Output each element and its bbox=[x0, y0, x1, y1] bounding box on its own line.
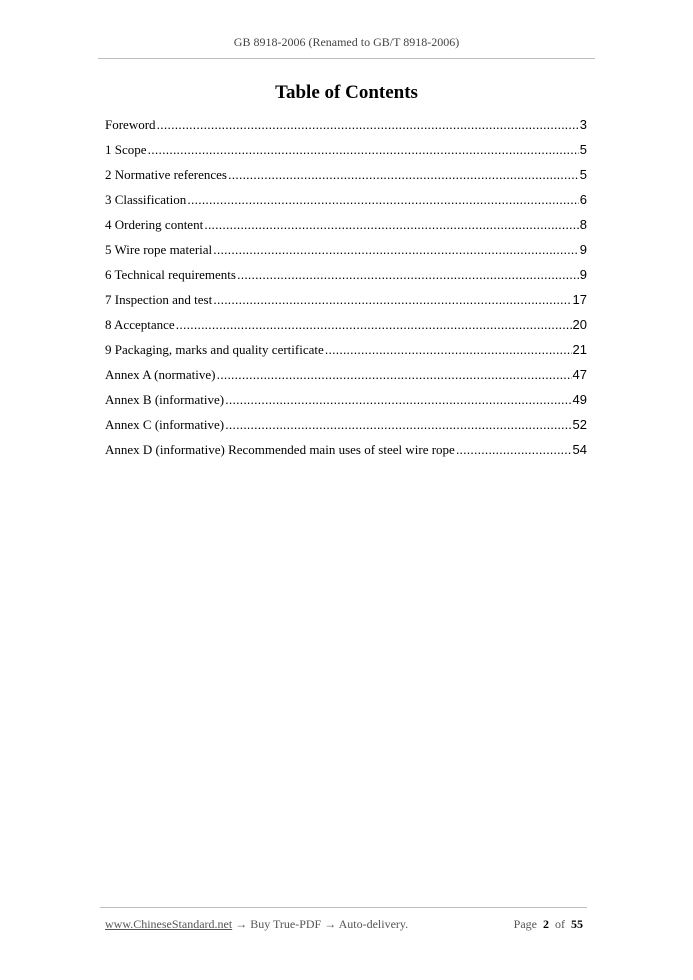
toc-entry-page: 8 bbox=[579, 217, 587, 232]
toc-entry-label: 7 Inspection and test bbox=[105, 292, 213, 307]
toc-entry-technical-requirements[interactable] bbox=[105, 267, 587, 292]
footer-promo bbox=[105, 917, 408, 932]
toc-entry-page: 47 bbox=[572, 367, 587, 382]
buy-pdf-link[interactable]: Buy True-PDF bbox=[250, 917, 322, 931]
toc-entry-ordering-content[interactable] bbox=[105, 217, 587, 242]
footer-divider bbox=[100, 907, 587, 908]
current-page: 2 bbox=[543, 917, 549, 931]
toc-entry-label: 1 Scope bbox=[105, 142, 147, 157]
of-word: of bbox=[555, 917, 565, 931]
toc-leader-dots bbox=[228, 167, 579, 182]
toc-entry-classification[interactable] bbox=[105, 192, 587, 217]
toc-entry-annex-d[interactable] bbox=[105, 442, 587, 467]
toc-leader-dots bbox=[157, 117, 579, 132]
toc-entry-annex-c[interactable] bbox=[105, 417, 587, 442]
toc-entry-page: 3 bbox=[579, 117, 587, 132]
page-number bbox=[514, 917, 583, 932]
toc-entry-acceptance[interactable] bbox=[105, 317, 587, 342]
toc-leader-dots bbox=[456, 442, 572, 457]
toc-leader-dots bbox=[187, 192, 579, 207]
toc-leader-dots bbox=[176, 317, 572, 332]
page-header: GB 8918-2006 (Renamed to GB/T 8918-2006) bbox=[233, 35, 460, 49]
toc-entry-label: 9 Packaging, marks and quality certificate bbox=[105, 342, 324, 357]
toc-entry-page: 21 bbox=[572, 342, 587, 357]
table-of-contents bbox=[105, 117, 587, 467]
toc-leader-dots bbox=[213, 242, 579, 257]
toc-entry-label: 8 Acceptance bbox=[105, 317, 175, 332]
toc-entry-label: 2 Normative references bbox=[105, 167, 227, 182]
toc-entry-page: 5 bbox=[579, 142, 587, 157]
toc-entry-page: 17 bbox=[572, 292, 587, 307]
toc-entry-label: Annex D (informative) Recommended main uses of steel wire rope bbox=[105, 442, 455, 457]
toc-entry-label: Annex A (normative) bbox=[105, 367, 216, 382]
toc-entry-scope[interactable] bbox=[105, 142, 587, 167]
auto-delivery-text: Auto-delivery. bbox=[338, 917, 409, 931]
toc-entry-page: 52 bbox=[572, 417, 587, 432]
toc-entry-page: 9 bbox=[579, 267, 587, 282]
toc-entry-page: 5 bbox=[579, 167, 587, 182]
toc-entry-label: 6 Technical requirements bbox=[105, 267, 236, 282]
toc-leader-dots bbox=[325, 342, 572, 357]
toc-entry-foreword[interactable] bbox=[105, 117, 587, 142]
arrow-icon: → bbox=[235, 917, 248, 931]
toc-leader-dots bbox=[213, 292, 571, 307]
toc-entry-annex-a[interactable] bbox=[105, 367, 587, 392]
toc-entry-label: 3 Classification bbox=[105, 192, 187, 207]
toc-entry-normative-references[interactable] bbox=[105, 167, 587, 192]
toc-entry-page: 20 bbox=[572, 317, 587, 332]
page-title: Table of Contents bbox=[275, 82, 418, 103]
page-word: Page bbox=[513, 917, 537, 931]
toc-leader-dots bbox=[148, 142, 579, 157]
arrow-icon: → bbox=[324, 917, 337, 931]
toc-entry-label: 5 Wire rope material bbox=[105, 242, 213, 257]
toc-leader-dots bbox=[204, 217, 579, 232]
toc-entry-inspection-and-test[interactable] bbox=[105, 292, 587, 317]
toc-entry-annex-b[interactable] bbox=[105, 392, 587, 417]
toc-entry-label: Annex C (informative) bbox=[105, 417, 225, 432]
toc-entry-page: 49 bbox=[572, 392, 587, 407]
toc-leader-dots bbox=[237, 267, 579, 282]
toc-leader-dots bbox=[225, 392, 571, 407]
toc-entry-wire-rope-material[interactable] bbox=[105, 242, 587, 267]
toc-leader-dots bbox=[216, 367, 571, 382]
toc-entry-label: 4 Ordering content bbox=[105, 217, 204, 232]
toc-entry-page: 6 bbox=[579, 192, 587, 207]
toc-entry-page: 9 bbox=[579, 242, 587, 257]
total-pages: 55 bbox=[571, 917, 583, 931]
toc-entry-packaging[interactable] bbox=[105, 342, 587, 367]
toc-entry-label: Foreword bbox=[105, 117, 156, 132]
site-link[interactable]: www.ChineseStandard.net bbox=[105, 917, 233, 931]
header-divider bbox=[98, 58, 595, 59]
toc-entry-page: 54 bbox=[572, 442, 587, 457]
toc-leader-dots bbox=[225, 417, 571, 432]
toc-entry-label: Annex B (informative) bbox=[105, 392, 225, 407]
